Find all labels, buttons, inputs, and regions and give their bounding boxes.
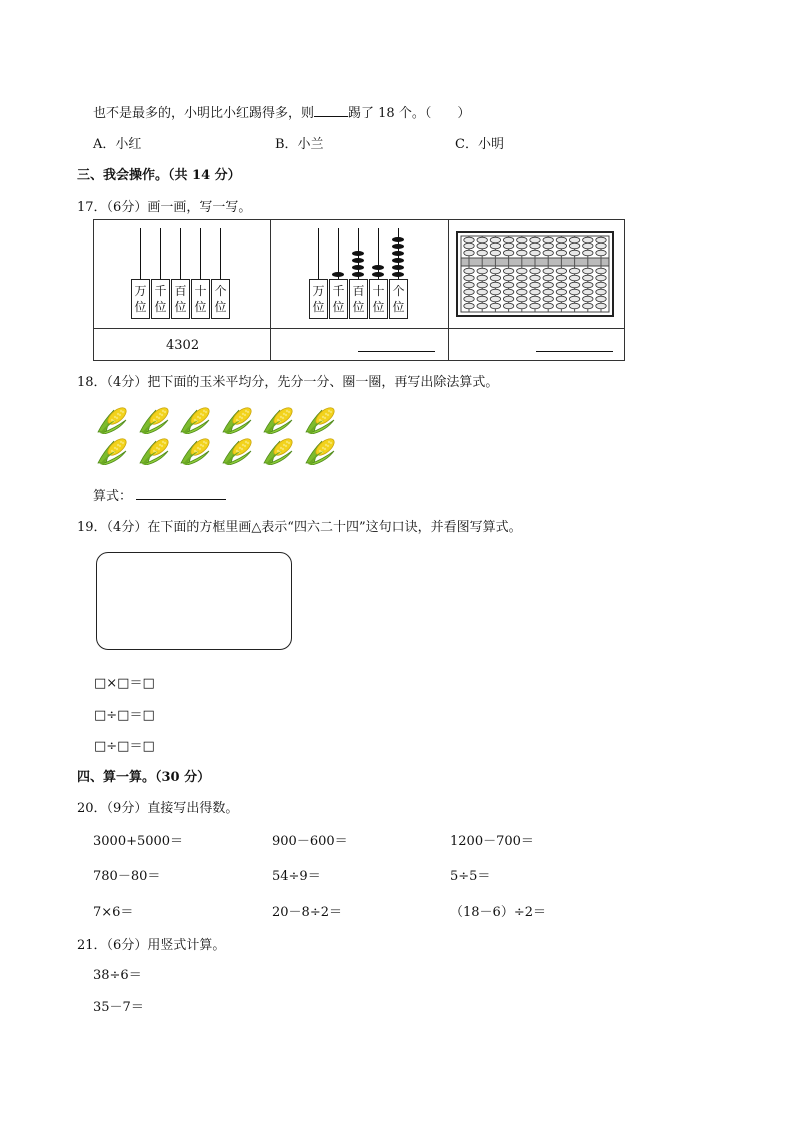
q17-answer-line-3[interactable] [536,351,613,352]
abacus-bead [490,268,500,274]
abacus-bead [477,250,487,256]
corn-icon[interactable] [179,435,213,465]
abacus-bead [530,289,540,295]
abacus-bead [517,289,527,295]
abacus-bead [556,296,566,302]
answer-blank[interactable] [314,104,348,117]
abacus-bead [583,296,593,302]
abacus-bead [464,243,474,249]
place-label-bai: 百位 [349,279,368,319]
abacus-bead [530,268,540,274]
place-label-shi: 十位 [369,279,388,319]
vertical-calc-item[interactable]: 35－7＝ [93,1000,144,1015]
abacus-bead [569,250,579,256]
abacus-bead [543,243,553,249]
place-label-bai: 百位 [171,279,190,319]
q16-option-c[interactable]: C．小明 [455,137,504,152]
abacus-bead [543,303,553,309]
bead [332,272,344,277]
abacus-bead [596,282,606,288]
abacus-bead [569,303,579,309]
abacus-bead [543,282,553,288]
abacus-bead [477,243,487,249]
place-label-shi: 十位 [191,279,210,319]
abacus-bead [464,289,474,295]
abacus-bead [530,237,540,243]
abacus-bead [583,237,593,243]
abacus-bead [530,243,540,249]
place-label-qian: 千位 [151,279,170,319]
abacus-bead [530,303,540,309]
vertical-calc-item[interactable]: 38÷6＝ [93,968,142,983]
abacus-bead [556,250,566,256]
corn-icon[interactable] [221,404,255,434]
bead [392,244,404,249]
abacus-bead [530,282,540,288]
abacus-bead [477,275,487,281]
abacus-bead [583,282,593,288]
abacus-bead [517,250,527,256]
calc-item[interactable]: 780－80＝ [93,869,161,884]
abacus-bead [517,275,527,281]
corn-icon[interactable] [138,435,172,465]
abacus-bead [583,289,593,295]
bead [372,272,384,277]
place-label-ge: 个位 [389,279,408,319]
q18-formula-label: 算式： [93,489,133,504]
place-label-wan: 万位 [131,279,150,319]
abacus-bead [503,289,513,295]
calc-item[interactable]: 900－600＝ [272,834,348,849]
abacus-bead [556,275,566,281]
calc-item[interactable]: 1200－700＝ [450,834,534,849]
q19-formula-3[interactable]: □÷□＝□ [94,739,155,754]
abacus-bead [569,243,579,249]
place-label-ge: 个位 [211,279,230,319]
abacus-bead [490,237,500,243]
abacus-bead [569,268,579,274]
abacus-bead [464,237,474,243]
corn-icon[interactable] [304,404,338,434]
abacus-bead [464,296,474,302]
abacus-bead [556,268,566,274]
abacus-bead [596,303,606,309]
drawing-box[interactable] [96,552,292,650]
abacus-bead [556,289,566,295]
q18-stem: 18．（4分）把下面的玉米平均分，先分一分、圈一圈，再写出除法算式。 [77,375,499,390]
abacus-bead [464,250,474,256]
abacus-bead [464,275,474,281]
abacus-bead [556,282,566,288]
abacus-bead [517,243,527,249]
abacus-bead [503,250,513,256]
bead [392,272,404,277]
abacus-bead [556,303,566,309]
abacus-bead [477,282,487,288]
q21-stem: 21．（6分）用竖式计算。 [77,938,226,953]
corn-icon[interactable] [96,435,130,465]
abacus-bead [596,268,606,274]
abacus-bead [490,296,500,302]
abacus-bead [543,268,553,274]
abacus-bead [583,303,593,309]
corn-icon[interactable] [138,404,172,434]
abacus-bead [596,289,606,295]
bead [392,258,404,263]
q16-line [93,102,470,121]
calc-item[interactable]: 5÷5＝ [450,869,491,884]
corn-icon[interactable] [96,404,130,434]
calc-item[interactable]: 20－8÷2＝ [272,905,342,920]
abacus-bead [477,303,487,309]
abacus-bead [464,303,474,309]
abacus-bead [477,296,487,302]
abacus-bead [596,243,606,249]
q16-line-tail: 踢了 18 个。（ ） [348,106,471,121]
abacus-bead [490,250,500,256]
q16-option-b[interactable]: B．小兰 [275,137,324,152]
q17-stem: 17．（6分）画一画，写一写。 [77,200,252,215]
abacus-bead [503,243,513,249]
bead [352,251,364,256]
abacus-bead [517,296,527,302]
q18-answer-line[interactable] [136,499,226,500]
abacus-bead [583,275,593,281]
abacus-bead [517,303,527,309]
corn-icon[interactable] [262,404,296,434]
abacus-bead [543,237,553,243]
abacus-bead [543,250,553,256]
abacus-bead [530,275,540,281]
abacus-bead [503,237,513,243]
section-4-title: 四、算一算。（30 分） [77,770,211,785]
corn-icon[interactable] [304,435,338,465]
abacus-bead [530,296,540,302]
abacus-bead [543,289,553,295]
q16-line-text: 也不是最多的，小明比小红踢得多，则 [93,106,315,121]
q19-formula-2[interactable]: □÷□＝□ [94,708,155,723]
abacus-bead [569,237,579,243]
abacus-bead [517,268,527,274]
q19-stem: 19．（4分）在下面的方框里画△表示“四六二十四”这句口诀，并看图写算式。 [77,520,522,535]
abacus-bead [503,268,513,274]
abacus-bead [503,275,513,281]
abacus-table [93,219,625,361]
abacus-bead [543,296,553,302]
calc-item[interactable]: 3000+5000＝ [93,834,184,849]
corn-icon[interactable] [179,404,213,434]
abacus-bead [477,237,487,243]
abacus-bead [464,282,474,288]
calc-item[interactable]: 7×6＝ [93,905,134,920]
abacus-bead [596,275,606,281]
abacus-bead [543,275,553,281]
q17-value-1: 4302 [166,338,200,353]
calc-item[interactable]: （18－6）÷2＝ [450,905,546,920]
calc-item[interactable]: 54÷9＝ [272,869,321,884]
abacus-bead [569,282,579,288]
section-3-title: 三、我会操作。（共 14 分） [77,168,241,183]
abacus-bead [556,243,566,249]
bead [372,265,384,270]
abacus-bead [517,237,527,243]
abacus-bead [596,237,606,243]
bead [392,237,404,242]
abacus-bead [583,243,593,249]
q17-answer-line-2[interactable] [358,351,435,352]
abacus-bead [569,289,579,295]
bead [352,258,364,263]
corn-icon[interactable] [221,435,255,465]
abacus-bead [503,296,513,302]
abacus-bead [517,282,527,288]
abacus-bead [477,289,487,295]
abacus-bead [490,289,500,295]
place-label-qian: 千位 [329,279,348,319]
abacus-bead [530,250,540,256]
corn-icon[interactable] [262,435,296,465]
q20-stem: 20．（9分）直接写出得数。 [77,801,239,816]
abacus-bead [596,296,606,302]
abacus-bead [503,282,513,288]
abacus-bead [569,296,579,302]
abacus-bead [503,303,513,309]
q19-formula-1[interactable]: □×□＝□ [94,676,155,691]
q16-option-a[interactable]: A．小红 [93,137,142,152]
abacus-bead [596,250,606,256]
abacus-bead [490,243,500,249]
place-label-wan: 万位 [309,279,328,319]
abacus-bead [490,303,500,309]
bead [352,272,364,277]
abacus-bead [556,237,566,243]
abacus-bead [490,275,500,281]
abacus-bead [583,250,593,256]
abacus-bead [464,268,474,274]
suanpan-abacus [456,231,614,317]
bead [352,265,364,270]
bead [392,251,404,256]
abacus-bead [583,268,593,274]
bead [392,265,404,270]
abacus-bead [490,282,500,288]
abacus-bead [569,275,579,281]
abacus-bead [477,268,487,274]
